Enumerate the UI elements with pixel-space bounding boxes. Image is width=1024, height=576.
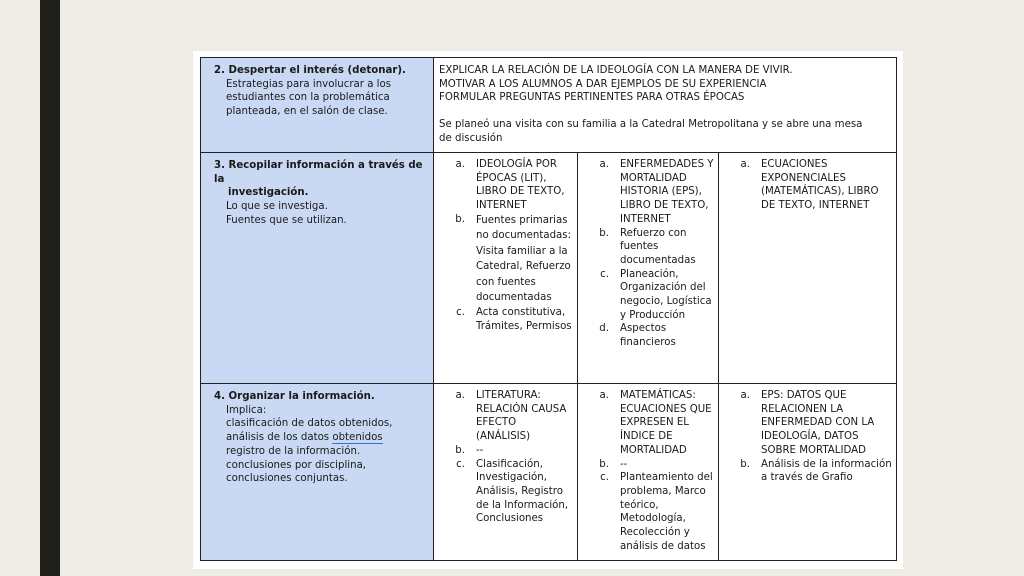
cell-recopilar-2 xyxy=(578,153,719,384)
document-page xyxy=(193,51,903,569)
list-marker: b. xyxy=(455,213,465,225)
row-label-line: conclusiones por disciplina, xyxy=(226,459,367,471)
row-label-line: planteada, en el salón de clase. xyxy=(226,106,388,118)
row-label-line: Implica: xyxy=(226,404,267,416)
list-item: Aspectos financieros xyxy=(620,323,676,349)
content-note: Se planeó una visita con su familia a la Catedral Metropolitana y se abre una mesa xyxy=(439,119,863,131)
row-title: 4. Organizar la información. xyxy=(214,391,375,402)
planning-table xyxy=(200,57,897,561)
row-title: investigación. xyxy=(228,187,309,199)
list-marker: b. xyxy=(599,458,609,470)
list-item: LITERATURA: RELACIÓN CAUSA EFECTO (ANÁLISIS) xyxy=(476,390,567,443)
content-line: MOTIVAR A LOS ALUMNOS A DAR EJEMPLOS DE SU EXPERIENCIA xyxy=(439,78,767,90)
spelling-underline: obtenidos xyxy=(332,432,383,444)
row-label-recopilar xyxy=(201,153,434,384)
list-marker: c. xyxy=(600,472,609,484)
table-row xyxy=(201,58,897,153)
list-item: ECUACIONES EXPONENCIALES (MATEMÁTICAS), LIBRO DE TEXTO, INTERNET xyxy=(761,159,879,212)
left-accent-bar xyxy=(40,0,60,576)
list-item: -- xyxy=(620,458,628,470)
list-item: Fuentes primarias no documentadas: Visita familiar a la Catedral, Refuerzo con fuentes documentadas xyxy=(476,214,572,304)
row-label-line: Fuentes que se utilizan. xyxy=(226,214,347,226)
list-item: Planeación, Organización del negocio, Logística y Producción xyxy=(620,268,712,321)
row-title: 3. Recopilar información a través de la xyxy=(214,160,423,185)
list-marker: a. xyxy=(740,159,750,170)
list-marker: a. xyxy=(599,159,609,170)
table-row xyxy=(201,384,897,561)
list-marker: c. xyxy=(456,458,465,470)
row-label-line: estudiantes con la problemática xyxy=(226,92,390,104)
row-label-organizar xyxy=(201,384,434,561)
list-item: Clasificación, Investigación, Análisis, Registro de la Información, Conclusiones xyxy=(476,458,569,525)
content-line: FORMULAR PREGUNTAS PERTINENTES PARA OTRAS ÉPOCAS xyxy=(439,92,745,104)
list-marker: b. xyxy=(455,444,465,456)
list-item: Planteamiento del problema, Marco teórico, Metodología, Recolección y análisis de datos xyxy=(620,472,713,552)
list-item: Refuerzo con fuentes documentadas xyxy=(620,227,696,266)
list-marker: a. xyxy=(455,159,465,170)
cell-recopilar-3 xyxy=(719,153,897,384)
row-label-line xyxy=(214,431,429,445)
list-item: MATEMÁTICAS: ECUACIONES QUE EXPRESEN EL ÍNDICE DE MORTALIDAD xyxy=(620,390,712,456)
list-marker: c. xyxy=(600,268,609,280)
list-item: Acta constitutiva, Trámites, Permisos xyxy=(476,306,572,332)
list-marker: a. xyxy=(599,390,609,401)
list-marker: a. xyxy=(740,390,750,401)
cell-organizar-2 xyxy=(578,384,719,561)
list-marker: c. xyxy=(456,306,465,318)
list-marker: a. xyxy=(455,390,465,401)
cell-recopilar-1 xyxy=(434,153,578,384)
table-row xyxy=(201,153,897,384)
content-line: EXPLICAR LA RELACIÓN DE LA IDEOLOGÍA CON LA MANERA DE VIVIR. xyxy=(439,65,793,76)
row-label-line: clasificación de datos obtenidos, xyxy=(226,418,393,430)
list-item: -- xyxy=(476,444,484,456)
row-label-text: análisis de los datos xyxy=(226,432,333,444)
list-item: ENFERMEDADES Y MORTALIDAD HISTORIA (EPS), LIBRO DE TEXTO, INTERNET xyxy=(620,159,714,225)
row-label-despertar xyxy=(201,58,434,153)
list-item: Análisis de la información a través de Grafio xyxy=(761,458,892,484)
row-title: 2. Despertar el interés (detonar). xyxy=(214,65,406,76)
list-marker: b. xyxy=(740,458,750,470)
row-label-line: Lo que se investiga. xyxy=(226,201,328,213)
cell-organizar-3 xyxy=(719,384,897,561)
row-label-line: conclusiones conjuntas. xyxy=(226,473,348,485)
list-item: EPS: DATOS QUE RELACIONEN LA ENFERMEDAD CON LA IDEOLOGÍA, DATOS SOBRE MORTALIDAD xyxy=(761,390,875,456)
list-marker: b. xyxy=(599,227,609,239)
row-content-despertar xyxy=(434,58,897,153)
row-label-line: Estrategias para involucrar a los xyxy=(226,78,392,90)
row-label-line: registro de la información. xyxy=(226,445,361,457)
cell-organizar-1 xyxy=(434,384,578,561)
content-note: de discusión xyxy=(439,132,503,144)
list-marker: d. xyxy=(599,323,609,335)
list-item: IDEOLOGÍA POR ÉPOCAS (LIT), LIBRO DE TEXTO, INTERNET xyxy=(476,159,565,212)
